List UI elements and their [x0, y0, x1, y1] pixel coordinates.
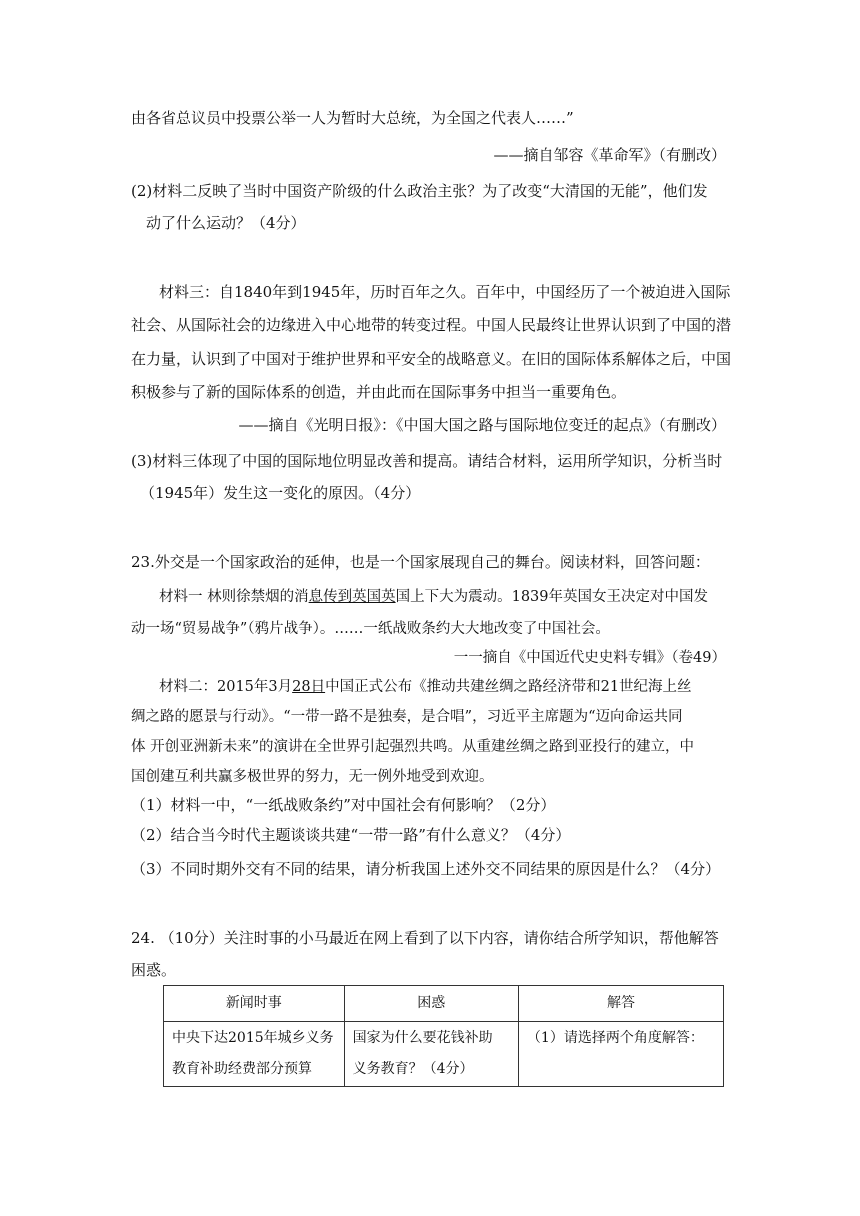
question-2-line1: (2)材料二反映了当时中国资产阶级的什么政治主张？为了改变“大清国的无能”，他们发 — [131, 182, 708, 200]
q23-question-1: （1）材料一中，“一纸战败条约”对中国社会有何影响？（2分） — [131, 796, 556, 814]
q23-material-2-line1 — [159, 677, 692, 697]
material-3-source: ——摘自《光明日报》：《中国大国之路与国际地位变迁的起点》（有删改） — [238, 416, 726, 434]
q23-material-1-source: 一一摘自《中国近代史史料专辑》（卷49） — [453, 650, 726, 666]
q23-m2-text-a: 材料二：2015年3月 — [159, 679, 293, 695]
header-news: 新闻时事 — [164, 986, 345, 1022]
material-3-line3: 在力量，认识到了中国对于维护世界和平安全的战略意义。在旧的国际体系解体之后，中国 — [131, 350, 732, 368]
q23-m1-text-a: 材料一 林则徐禁烟的消 — [159, 589, 309, 605]
material-3-line2: 社会、从国际社会的边缘进入中心地带的转变过程。中国人民最终让世界认识到了中国的潜 — [131, 316, 732, 334]
cell-news-line1: 中央下达2015年城乡义务 — [172, 1030, 334, 1046]
material-2-text-end: 由各省总议员中投票公举一人为暂时大总统，为全国之代表人……” — [131, 109, 574, 127]
q23-m1-text-b: 国上下大为震动。1839年英国女王决定对中国发 — [395, 589, 709, 605]
question-2-line2: 动了什么运动？（4分） — [146, 214, 306, 232]
cell-puzzle-line1: 国家为什么要花钱补助 — [352, 1030, 493, 1046]
q23-material-2-line3: 体 开创亚洲新未来”的演讲在全世界引起强烈共鸣。从重建丝绸之路到亚投行的建立，中 — [131, 739, 695, 755]
question-23-title: 23.外交是一个国家政治的延伸，也是一个国家展现自己的舞台。阅读材料，回答问题： — [131, 553, 710, 571]
cell-answer-line1: （1）请选择两个角度解答： — [526, 1030, 704, 1046]
question-3-line2: （1945年）发生这一变化的原因。（4分） — [140, 484, 421, 502]
cell-news — [164, 1022, 345, 1087]
header-puzzle: 困惑 — [344, 986, 518, 1022]
q23-m2-text-b: 中国正式公布《推动共建丝绸之路经济带和21世纪海上丝 — [325, 679, 692, 695]
material-3-line4: 积极参与了新的国际体系的创造，并由此而在国际事务中担当一重要角色。 — [131, 383, 627, 401]
cell-news-line2: 教育补助经费部分预算 — [172, 1061, 312, 1077]
question-3-line1: (3)材料三体现了中国的国际地位明显改善和提高。请结合材料，运用所学知识，分析当时 — [131, 452, 723, 470]
table-header-row — [164, 986, 724, 1022]
cell-puzzle — [344, 1022, 518, 1087]
material-3-line1: 材料三：自1840年到1945年，历时百年之久。百年中，中国经历了一个被迫进入国际 — [159, 283, 731, 301]
q23-m2-text-underlined: 28日 — [292, 679, 326, 695]
q23-material-2-line4: 国创建互利共赢多极世界的努力，无一例外地受到欢迎。 — [131, 769, 494, 785]
material-2-source: ——摘自邹容《革命军》（有删改） — [493, 146, 726, 164]
q23-material-1-line2: 动一场“贸易战争”（鸦片战争）。……一纸战败条约大大地改变了中国社会。 — [131, 621, 610, 637]
question-24-title-line2: 困惑。 — [131, 961, 177, 979]
question-24-table — [163, 985, 724, 1087]
cell-answer — [518, 1022, 723, 1087]
q23-material-1-line1 — [159, 587, 708, 607]
table-row — [164, 1022, 724, 1087]
q23-question-3: （3）不同时期外交有不同的结果，请分析我国上述外交不同结果的原因是什么？（4分） — [131, 860, 721, 878]
q23-question-2: （2）结合当今时代主题谈谈共建“一带一路”有什么意义？（4分） — [131, 826, 571, 844]
cell-puzzle-line2: 义务教育？（4分） — [352, 1061, 474, 1077]
question-24-title-line1: 24. （10分）关注时事的小马最近在网上看到了以下内容，请你结合所学知识，帮他解答 — [131, 929, 719, 947]
q23-m1-text-underlined: 息传到英国英 — [308, 589, 396, 605]
header-answer: 解答 — [518, 986, 723, 1022]
q23-material-2-line2: 绸之路的愿景与行动》。“一带一路不是独奏，是合唱”，习近平主席题为“迈向命运共同 — [131, 709, 683, 725]
